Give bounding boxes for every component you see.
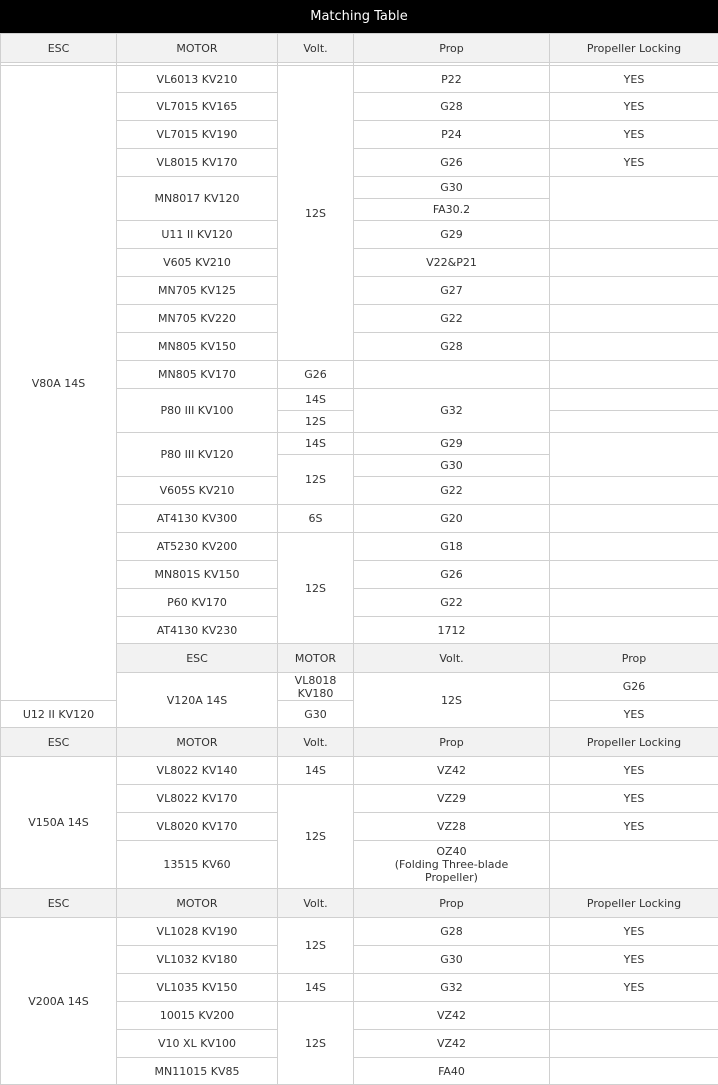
motor-cell: V605 KV210 — [117, 249, 278, 277]
lock-cell — [550, 533, 718, 561]
header-lock: Propeller Locking — [550, 34, 718, 63]
motor-cell: AT5230 KV200 — [117, 533, 278, 561]
motor-cell: VL1028 KV190 — [117, 918, 278, 946]
header-lock: Propeller Locking — [550, 889, 718, 918]
esc-cell: V120A 14S — [117, 673, 278, 728]
header-prop: Prop — [354, 728, 550, 757]
lock-cell — [550, 277, 718, 305]
volt-cell: 14S — [278, 757, 354, 785]
prop-cell: G30 — [278, 701, 354, 728]
prop-cell: G29 — [354, 433, 550, 455]
motor-cell: P60 KV170 — [117, 589, 278, 617]
prop-cell: G30 — [354, 455, 550, 477]
header-esc: ESC — [1, 728, 117, 757]
volt-cell: 12S — [354, 673, 550, 728]
prop-cell: G22 — [354, 477, 550, 505]
prop-cell: G32 — [354, 389, 550, 433]
prop-line: OZ40 — [358, 845, 545, 858]
volt-cell: 12S — [278, 918, 354, 974]
prop-cell: G26 — [354, 149, 550, 177]
motor-cell: 10015 KV200 — [117, 1002, 278, 1030]
prop-cell: G28 — [354, 918, 550, 946]
lock-cell: YES — [550, 93, 718, 121]
header-prop: Prop — [550, 644, 718, 673]
prop-line: (Folding Three-blade — [358, 858, 545, 871]
header-volt: Volt. — [278, 728, 354, 757]
lock-cell — [550, 177, 718, 221]
header-esc: ESC — [117, 644, 278, 673]
lock-cell — [550, 841, 718, 889]
prop-cell: G20 — [354, 505, 550, 533]
motor-cell: MN8017 KV120 — [117, 177, 278, 221]
volt-cell: 12S — [278, 533, 354, 644]
motor-cell: P80 III KV100 — [117, 389, 278, 433]
esc-cell: V200A 14S — [1, 918, 117, 1085]
motor-cell: AT4130 KV300 — [117, 505, 278, 533]
lock-cell — [550, 389, 718, 411]
table-row — [1, 66, 718, 93]
motor-cell: MN705 KV125 — [117, 277, 278, 305]
lock-cell: YES — [550, 757, 718, 785]
prop-cell: G28 — [354, 93, 550, 121]
lock-cell — [550, 249, 718, 277]
prop-cell: G26 — [278, 361, 354, 389]
prop-cell: G29 — [354, 221, 550, 249]
volt-cell: 14S — [278, 389, 354, 411]
header-prop: Prop — [354, 889, 550, 918]
motor-cell: U12 II KV120 — [1, 701, 117, 728]
matching-table — [0, 33, 718, 1085]
motor-cell: 13515 KV60 — [117, 841, 278, 889]
prop-cell: VZ42 — [354, 757, 550, 785]
motor-cell: VL7015 KV190 — [117, 121, 278, 149]
lock-cell — [354, 361, 550, 389]
prop-cell — [354, 841, 550, 889]
motor-cell: VL8022 KV140 — [117, 757, 278, 785]
table-title: Matching Table — [0, 0, 718, 33]
lock-cell — [550, 1030, 718, 1058]
lock-cell — [550, 333, 718, 361]
motor-cell: MN801S KV150 — [117, 561, 278, 589]
motor-cell: U11 II KV120 — [117, 221, 278, 249]
motor-cell: MN11015 KV85 — [117, 1058, 278, 1085]
motor-cell: VL6013 KV210 — [117, 66, 278, 93]
motor-cell: V10 XL KV100 — [117, 1030, 278, 1058]
lock-cell: YES — [550, 66, 718, 93]
motor-cell: VL8018 KV180 — [278, 673, 354, 701]
lock-cell — [550, 505, 718, 533]
lock-cell: YES — [550, 785, 718, 813]
lock-cell — [550, 1002, 718, 1030]
motor-cell: VL1032 KV180 — [117, 946, 278, 974]
motor-cell: MN805 KV170 — [117, 361, 278, 389]
prop-cell: G28 — [354, 333, 550, 361]
header-motor: MOTOR — [117, 728, 278, 757]
prop-cell: G30 — [354, 946, 550, 974]
header-motor: MOTOR — [117, 34, 278, 63]
header-volt: Volt. — [278, 34, 354, 63]
motor-cell: MN705 KV220 — [117, 305, 278, 333]
prop-cell: P24 — [354, 121, 550, 149]
prop-cell: FA40 — [354, 1058, 550, 1085]
lock-cell: YES — [550, 813, 718, 841]
header-motor: MOTOR — [278, 644, 354, 673]
prop-cell: G26 — [550, 673, 718, 701]
lock-cell — [550, 617, 718, 644]
lock-cell: YES — [550, 946, 718, 974]
lock-cell: YES — [550, 121, 718, 149]
table-row — [1, 918, 718, 946]
prop-cell: G22 — [354, 589, 550, 617]
header-lock: Propeller Locking — [550, 728, 718, 757]
header-esc: ESC — [1, 889, 117, 918]
table-header-row — [1, 728, 718, 757]
volt-cell: 12S — [278, 411, 354, 433]
prop-cell: FA30.2 — [354, 199, 550, 221]
header-prop: Prop — [354, 34, 550, 63]
motor-cell: VL1035 KV150 — [117, 974, 278, 1002]
motor-cell: VL7015 KV165 — [117, 93, 278, 121]
motor-cell: VL8022 KV170 — [117, 785, 278, 813]
prop-line: Propeller) — [358, 871, 545, 884]
lock-cell — [550, 411, 718, 433]
header-volt: Volt. — [354, 644, 550, 673]
volt-cell: 12S — [278, 785, 354, 889]
prop-cell: V22&P21 — [354, 249, 550, 277]
motor-cell: MN805 KV150 — [117, 333, 278, 361]
prop-cell: G18 — [354, 533, 550, 561]
prop-cell: G22 — [354, 305, 550, 333]
esc-cell: V150A 14S — [1, 757, 117, 889]
prop-cell: G27 — [354, 277, 550, 305]
prop-cell: P22 — [354, 66, 550, 93]
header-esc: ESC — [1, 34, 117, 63]
prop-cell: G30 — [354, 177, 550, 199]
lock-cell — [550, 477, 718, 505]
table-row — [1, 757, 718, 785]
motor-cell: P80 III KV120 — [117, 433, 278, 477]
lock-cell — [550, 305, 718, 333]
lock-cell: YES — [550, 149, 718, 177]
volt-cell: 14S — [278, 974, 354, 1002]
esc-cell: V80A 14S — [1, 66, 117, 701]
header-volt: Volt. — [278, 889, 354, 918]
prop-cell: VZ29 — [354, 785, 550, 813]
table-header-row — [1, 34, 718, 63]
lock-cell — [550, 589, 718, 617]
volt-cell: 14S — [278, 433, 354, 455]
lock-cell — [550, 433, 718, 477]
header-motor: MOTOR — [117, 889, 278, 918]
motor-cell: VL8015 KV170 — [117, 149, 278, 177]
prop-cell: VZ28 — [354, 813, 550, 841]
volt-cell: 12S — [278, 455, 354, 505]
motor-cell: AT4130 KV230 — [117, 617, 278, 644]
prop-cell: VZ42 — [354, 1030, 550, 1058]
volt-cell: 12S — [278, 1002, 354, 1085]
lock-cell — [550, 1058, 718, 1085]
volt-cell: 6S — [278, 505, 354, 533]
lock-cell — [550, 561, 718, 589]
volt-cell: 12S — [278, 66, 354, 361]
lock-cell: YES — [550, 918, 718, 946]
prop-cell: VZ42 — [354, 1002, 550, 1030]
table-header-row — [1, 889, 718, 918]
lock-cell: YES — [550, 974, 718, 1002]
prop-cell: 1712 — [354, 617, 550, 644]
lock-cell: YES — [550, 701, 718, 728]
motor-cell: VL8020 KV170 — [117, 813, 278, 841]
motor-cell: V605S KV210 — [117, 477, 278, 505]
prop-cell: G26 — [354, 561, 550, 589]
prop-cell: G32 — [354, 974, 550, 1002]
lock-cell — [550, 221, 718, 249]
